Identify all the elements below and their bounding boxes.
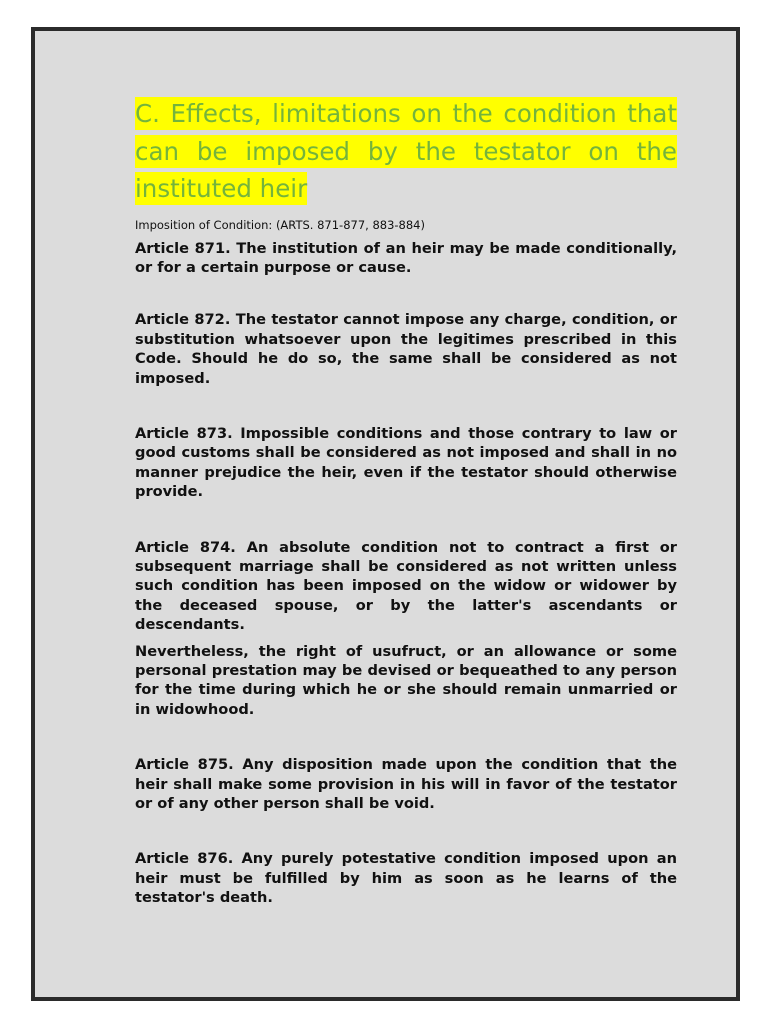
document-page — [31, 27, 740, 1001]
article-876: Article 876. Any purely potestative condition imposed upon an heir must be fulfilled by him as soon as he learns of the testator's death. — [135, 850, 677, 907]
article-871: Article 871. The institution of an heir may be made conditionally, or for a certain purpose or cause. — [135, 239, 677, 276]
article-874-paragraph-2: Nevertheless, the right of usufruct, or an allowance or some personal prestation may be devised or bequeathed to any person for the time during which he or she should remain unmarried or in widowhood. — [135, 642, 677, 718]
section-heading-text: C. Effects, limitations on the condition that can be imposed by the testator on the instituted heir — [135, 99, 677, 203]
article-873: Article 873. Impossible conditions and those contrary to law or good customs shall be considered as not imposed and shall in no manner prejudice the heir, even if the testator should otherwise provide. — [135, 424, 677, 501]
article-874: Article 874. An absolute condition not to contract a first or subsequent marriage shall be considered as not written unless such condition has been imposed on the widow or widower by the deceased spouse, or by the latter's ascendants or descendants. — [135, 538, 677, 634]
article-875: Article 875. Any disposition made upon the condition that the heir shall make some provision in his will in favor of the testator or of any other person shall be void. — [135, 756, 677, 813]
subtitle: Imposition of Condition: (ARTS. 871-877, 883-884) — [135, 217, 425, 232]
article-872: Article 872. The testator cannot impose any charge, condition, or substitution whatsoever upon the legitimes prescribed in this Code. Should he do so, the same shall be considered as not imposed. — [135, 311, 677, 387]
section-heading — [135, 95, 677, 208]
document-body — [135, 95, 677, 908]
